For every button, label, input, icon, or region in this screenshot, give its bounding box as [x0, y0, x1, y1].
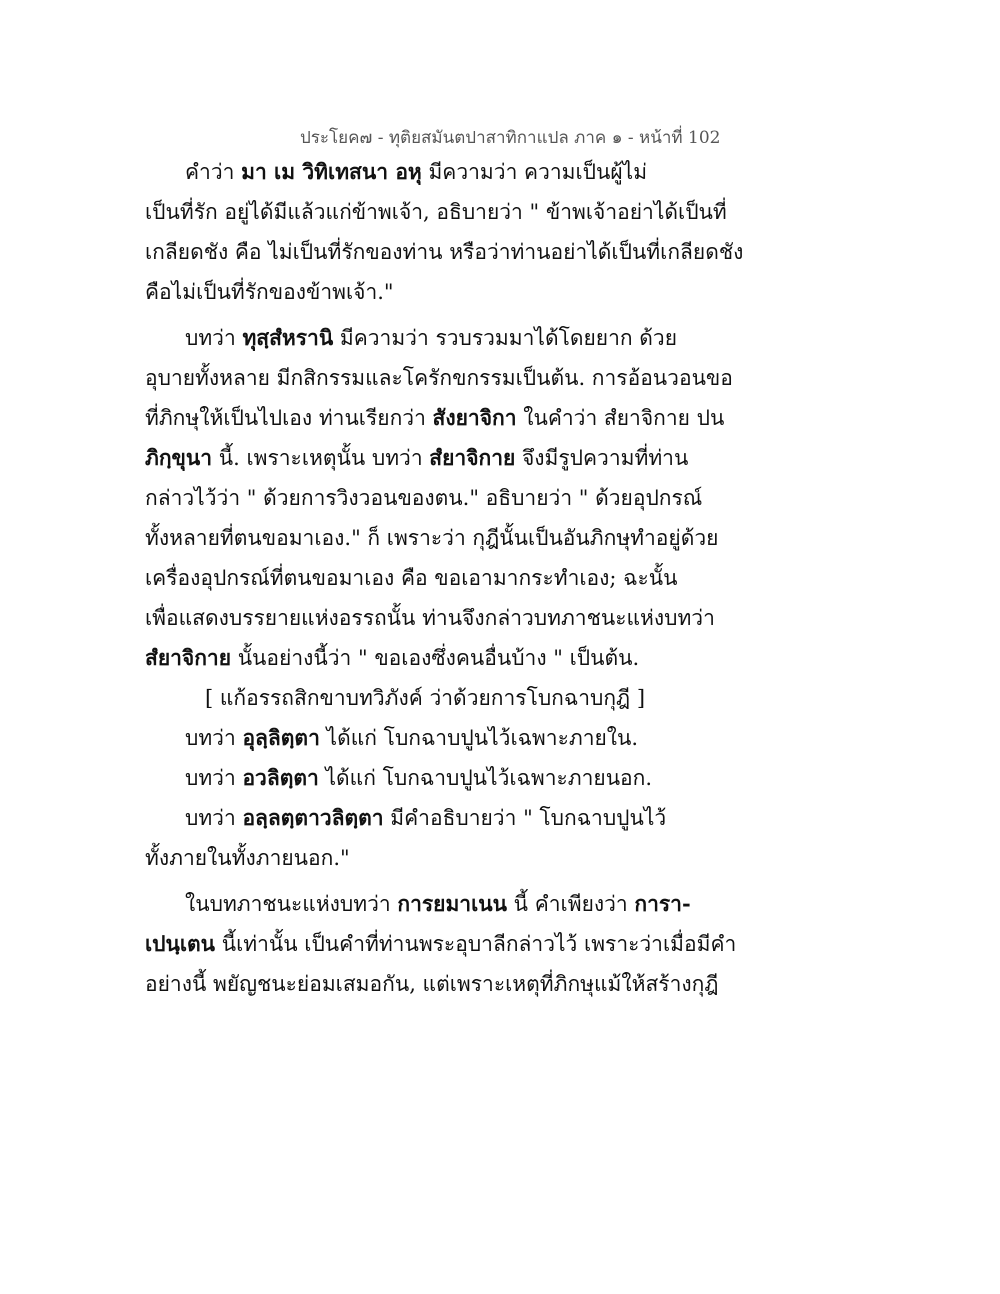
paragraph — [145, 152, 744, 312]
text-line: ทั้งภายในทั้งภายนอก." — [145, 846, 350, 870]
text-line: เป็นที่รัก อยู่ได้มีแล้วแก่ข้าพเจ้า, อธิบายว่า " ข้าพเจ้าอย่าได้เป็นที่ — [145, 200, 727, 224]
paragraph — [145, 798, 725, 878]
text-line: ที่ภิกษุให้เป็นไปเอง ท่านเรียกว่า สังยาจิกา ในคำว่า สํยาจิกาย ปน — [145, 405, 725, 430]
text-line: เกลียดชัง คือ ไม่เป็นที่รักของท่าน หรือว่าท่านอย่าได้เป็นที่เกลียดชัง — [145, 240, 744, 264]
page-header: ประโยค๗ - ทุติยสมันตปาสาทิกาแปล ภาค ๑ - หน้าที่ 102 — [300, 128, 721, 148]
text-line: ในบทภาชนะแห่งบทว่า การยมาเนน นี้ คำเพียงว่า การา- — [185, 891, 691, 916]
text-line: คือไม่เป็นที่รักของข้าพเจ้า." — [145, 280, 394, 304]
paragraph — [145, 758, 725, 798]
text-line: เปนฺเตน นี้เท่านั้น เป็นคำที่ท่านพระอุบาลีกล่าวไว้ เพราะว่าเมื่อมีคำ — [145, 931, 737, 956]
text-line: สํยาจิกาย นั้นอย่างนี้ว่า " ขอเองซึ่งคนอื่นบ้าง " เป็นต้น. — [145, 645, 640, 670]
text-line: เครื่องอุปกรณ์ที่ตนขอมาเอง คือ ขอเอามากระทำเอง; ฉะนั้น — [145, 566, 678, 590]
text-line: บทว่า ทุสฺสํหรานิ มีความว่า รวบรวมมาได้โดยยาก ด้วย — [185, 325, 678, 350]
text-line: กล่าวไว้ว่า " ด้วยการวิงวอนของตน." อธิบายว่า " ด้วยอุปกรณ์ — [145, 486, 703, 510]
text-line: บทว่า อลฺลตฺตาวลิตฺตา มีคำอธิบายว่า " โบกฉาบปูนไว้ — [185, 805, 667, 830]
text-line: อย่างนี้ พยัญชนะย่อมเสมอกัน, แต่เพราะเหตุที่ภิกษุแม้ให้สร้างกุฎี — [145, 972, 719, 996]
paragraph — [145, 718, 725, 758]
text-line: [ แก้อรรถสิกขาบทวิภังค์ ว่าด้วยการโบกฉาบกุฎี ] — [205, 686, 646, 710]
text-line: บทว่า อวลิตฺตา ได้แก่ โบกฉาบปูนไว้เฉพาะภายนอก. — [185, 765, 653, 790]
text-line: อุบายทั้งหลาย มีกสิกรรมและโครักขกรรมเป็นต้น. การอ้อนวอนขอ — [145, 366, 733, 390]
text-line: บทว่า อุลฺลิตฺตา ได้แก่ โบกฉาบปูนไว้เฉพาะภายใน. — [185, 725, 639, 750]
paragraph — [145, 884, 737, 1004]
text-line: ทั้งหลายที่ตนขอมาเอง." ก็ เพราะว่า กุฎีนั้นเป็นอันภิกษุทำอยู่ด้วย — [145, 526, 719, 550]
document-body — [145, 152, 744, 1004]
text-line: ภิกฺขุนา นี้. เพราะเหตุนั้น บทว่า สํยาจิกาย จึงมีรูปความที่ท่าน — [145, 445, 689, 470]
text-line: คำว่า มา เม วิทิเทสนา อหุ มีความว่า ความเป็นผู้ไม่ — [185, 159, 648, 184]
paragraph — [145, 318, 733, 678]
text-line: เพื่อแสดงบรรยายแห่งอรรถนั้น ท่านจึงกล่าวบทภาชนะแห่งบทว่า — [145, 606, 715, 630]
section-subheading — [145, 678, 725, 718]
